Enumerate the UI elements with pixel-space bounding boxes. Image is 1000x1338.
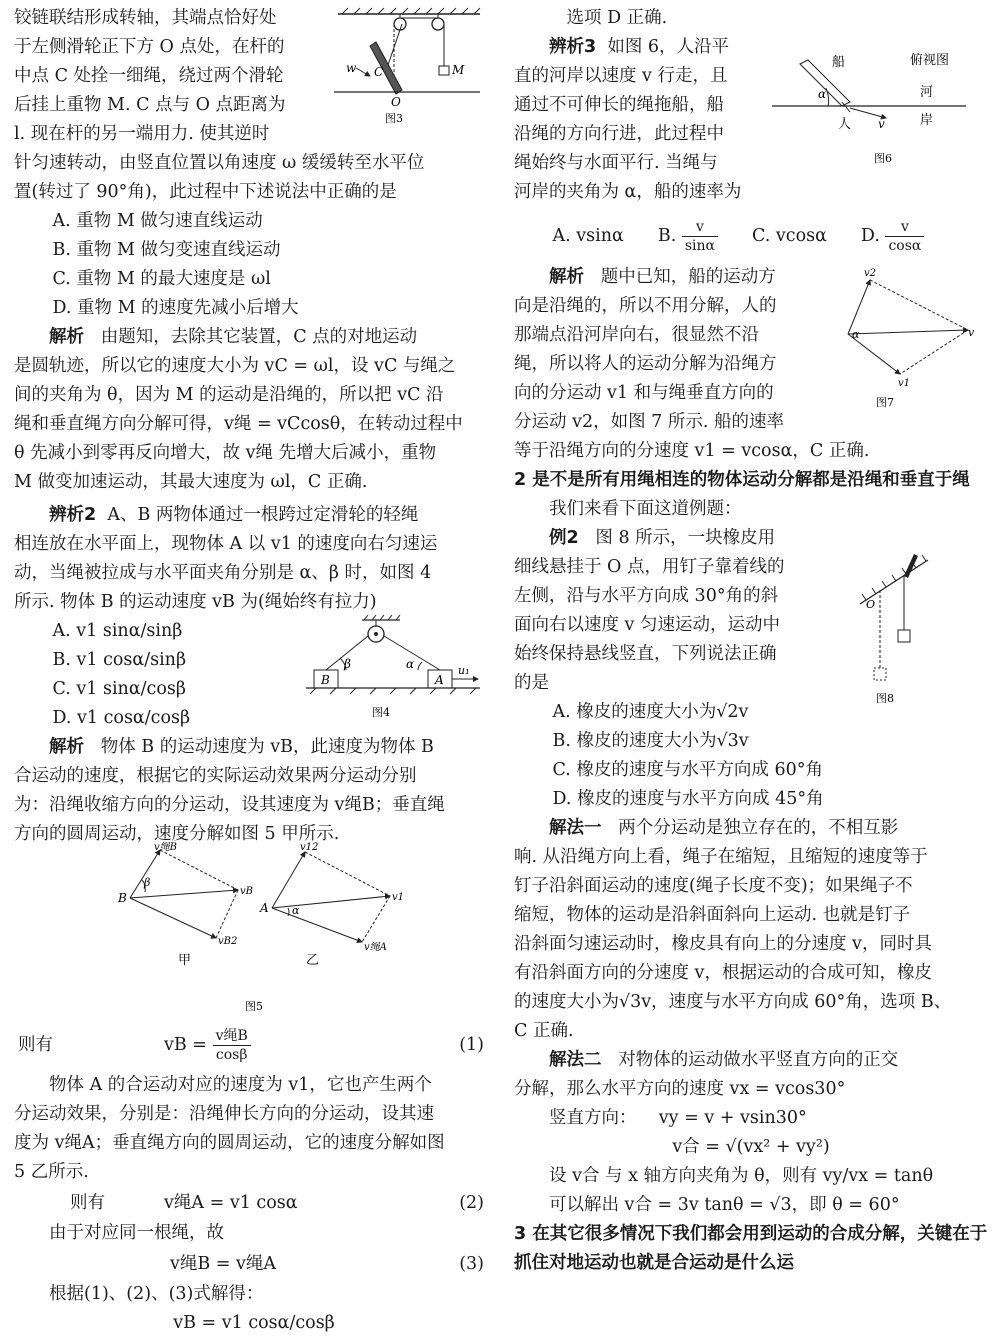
text-line: 间的夹角为 θ，因为 M 的运动是沿绳的，所以把 vC 沿 [14, 385, 444, 405]
text-line: 我们来看下面这道例题： [549, 499, 742, 519]
fig5-label-vb2: vB2 [218, 936, 238, 947]
text-line: 面向右以速度 v 匀速运动，运动中 [514, 615, 781, 635]
method1-block [514, 814, 988, 1046]
text-line: 5 乙所示. [14, 1162, 89, 1182]
analysis1-block [14, 323, 494, 497]
fig5-label-beta: β [144, 876, 151, 889]
text-line: 置(转过了 90°角)，此过程中下述说法中正确的是 [14, 182, 397, 202]
text-line: 动，当绳被拉成与水平面夹角分别是 α、β 时，如图 4 [14, 563, 432, 583]
fraction [213, 1027, 251, 1064]
text-line: A、B 两物体通过一根跨过定滑轮的轻绳 [107, 505, 419, 525]
option-a: A. v1 sinα/sinβ [52, 621, 183, 641]
fig4-label-alpha: α [406, 657, 415, 671]
text-line: C 正确. [514, 1021, 574, 1041]
option-d: D. 橡皮的速度与水平方向成 45°角 [552, 789, 824, 809]
figure-caption: 图4 [372, 706, 390, 719]
text-line: 直的河岸以速度 v 行走，且 [514, 66, 728, 86]
text-line: 的是 [514, 673, 549, 693]
text-line: 针匀速转动，由竖直位置以角速度 ω 缓缓转至水平位 [14, 153, 425, 173]
text-line: l. 现在杆的另一端用力. 使其逆时 [14, 124, 270, 144]
text-line: 绳，所以将人的运动分解为沿绳方 [514, 354, 777, 374]
denominator: sinα [684, 237, 715, 254]
text-line: 由题知，去除其它装置，C 点的对地运动 [100, 327, 418, 347]
text-line: 合运动的速度，根据它的实际运动效果两分运动分别 [14, 766, 417, 786]
text-line: 对物体的运动做水平竖直方向的正交 [618, 1050, 899, 1070]
text-line: 河岸的夹角为 α，船的速率为 [514, 182, 742, 202]
option-b: B. 橡皮的速度大小为√3v [552, 731, 749, 751]
figure-caption: 图7 [876, 396, 894, 409]
eq-body: v绳A = v1 cosα [164, 1193, 298, 1213]
option-a: A. 重物 M 做匀速直线运动 [52, 211, 263, 231]
figure-6 [770, 48, 990, 168]
fig6-label-v: v [878, 117, 885, 131]
fig7-label-alpha: α [852, 328, 860, 341]
option-c: C. 重物 M 的最大速度是 ωl [52, 269, 271, 289]
eq-body [164, 1027, 251, 1064]
fig5-label-v12: v12 [300, 842, 319, 853]
text-line: 选项 D 正确. [566, 8, 668, 28]
text-line: 缩短，物体的运动是沿斜面斜向上运动. 也就是钉子 [514, 905, 911, 925]
figure-5 [100, 838, 420, 1018]
text-line: 于左侧滑轮正下方 O 点处，在杆的 [14, 37, 285, 57]
text-line: 绳始终与水面平行. 当绳与 [514, 153, 718, 173]
text-line: 物体 B 的运动速度为 vB，此速度为物体 B [100, 737, 434, 757]
text-line: 后挂上重物 M. C 点与 O 点距离为 [14, 95, 286, 115]
text-line: 铰链联结形成转轴，其端点恰好处 [14, 8, 277, 28]
text-line: 中点 C 处拴一细绳，绕过两个滑轮 [14, 66, 284, 86]
text-line: 细线悬挂于 O 点，用钉子靠着线的 [514, 557, 785, 577]
fig6-label-top: 俯视图 [910, 53, 950, 68]
section-2-title: 2 是不是所有用绳相连的物体运动分解都是沿绳和垂直于绳 [514, 470, 970, 490]
equation-2 [14, 1187, 494, 1219]
method-keyword: 解法二 [549, 1050, 602, 1070]
text-line: 方向的圆周运动，速度分解如图 5 甲所示. [14, 824, 340, 844]
text-line: 图 8 所示，一块橡皮用 [595, 528, 776, 548]
section-3-title: 3 在其它很多情况下我们都会用到运动的合成分解，关键在于抓住对地运动也就是合运动是什么运 [514, 1224, 988, 1273]
analysis-keyword: 辨析2 [49, 505, 97, 525]
text-line: 设 v合 与 x 轴方向夹角为 θ，则有 vy/vx = tanθ [549, 1166, 934, 1186]
fig7-label-v2: v2 [864, 268, 877, 279]
eq-tag: (1) [459, 1035, 484, 1055]
fig5-sub-b: 乙 [306, 953, 320, 968]
text-line: 题中已知，船的运动方 [600, 267, 776, 287]
text-line: 通过不可伸长的绳拖船，船 [514, 95, 724, 115]
fig4-label-u: u₁ [458, 664, 470, 677]
denominator: cosα [888, 237, 922, 254]
fraction [885, 218, 924, 255]
option-d [861, 218, 924, 255]
option-letter: B. [657, 225, 677, 246]
example-keyword: 例2 [549, 528, 579, 548]
numerator: v绳B [213, 1027, 251, 1046]
fig4-label-a: A [435, 673, 444, 687]
figure-caption: 图3 [385, 112, 403, 124]
analysis-keyword: 解析 [549, 267, 584, 287]
text-line: 沿斜面匀速运动时，橡皮具有向上的分速度 v，同时具 [514, 934, 932, 954]
fig5-label-a: A [260, 901, 269, 915]
fig3-label-m: M [452, 63, 465, 77]
fig8-label-o: O [866, 598, 876, 611]
text-line: 相连放在水平面上，现物体 A 以 v1 的速度向右匀速运 [14, 534, 438, 554]
fraction [682, 218, 718, 255]
numerator: v [885, 218, 924, 237]
q4-options [514, 215, 988, 257]
text-line: 左侧，沿与水平方向成 30°角的斜 [514, 586, 779, 606]
text-line: 由于对应同一根绳，故 [49, 1223, 224, 1243]
analysis-keyword: 辨析3 [549, 37, 597, 57]
text-line: 物体 A 的合运动对应的速度为 v1，它也产生两个 [49, 1075, 432, 1095]
eq-body: v绳B = v绳A [170, 1254, 277, 1274]
text-line: 分运动 v2，如图 7 所示. 船的速率 [514, 412, 784, 432]
option-c: C. v1 sinα/cosβ [52, 679, 186, 699]
fig3-label-c: C [374, 65, 384, 79]
final-equation: vB = v1 cosα/cosβ [173, 1313, 335, 1333]
fig5-label-vb: vB [240, 886, 253, 897]
fig5-sub-a: 甲 [178, 953, 192, 968]
text-line: 向的分运动 v1 和与绳垂直方向的 [514, 383, 774, 403]
text-line: 可以解出 v合 = 3v tanθ = √3，即 θ = 60° [549, 1195, 900, 1215]
fig5-label-b: B [118, 891, 127, 905]
option-letter: D. [860, 225, 880, 246]
figure-caption: 图5 [245, 1000, 263, 1013]
option-a: A. vsinα [552, 225, 624, 246]
fig3-label-o: O [391, 95, 401, 109]
analysis-keyword: 解析 [49, 737, 84, 757]
option-b: B. v1 cosα/sinβ [52, 650, 187, 670]
equation-3 [14, 1248, 494, 1280]
figure-8 [846, 548, 956, 708]
analysis3-block [14, 733, 494, 849]
analysis-keyword: 解析 [49, 327, 84, 347]
text-line: 分运动效果，分别是：沿绳伸长方向的分运动，设其速 [14, 1104, 434, 1124]
eq-lead: 则有 [70, 1193, 105, 1213]
fig5-label-v1: v1 [392, 892, 405, 903]
text-line: 沿绳的方向行进，此过程中 [514, 124, 724, 144]
text-line: 响. 从沿绳方向上看，绳子在缩短，且缩短的速度等于 [514, 847, 928, 867]
eq-tag: (3) [459, 1254, 484, 1274]
fig5-label-alpha: α [292, 904, 300, 917]
numerator: v [682, 218, 718, 237]
figure-3 [330, 6, 495, 124]
text-line: 向是沿绳的，所以不用分解，人的 [514, 296, 777, 316]
eq-tag: (2) [459, 1193, 484, 1213]
option-c: C. vcosα [751, 225, 827, 246]
option-a: A. 橡皮的速度大小为√2v [552, 702, 749, 722]
fig4-label-b: B [321, 673, 330, 687]
option-d: D. v1 cosα/cosβ [52, 708, 191, 728]
denominator: cosβ [215, 1047, 248, 1063]
option-b: B. 重物 M 做匀变速直线运动 [52, 240, 281, 260]
eq-lead: 则有 [18, 1035, 53, 1055]
figure-7 [836, 264, 976, 414]
figure-4 [300, 614, 490, 720]
fig5-label-vrb: v绳B [154, 842, 177, 853]
text-line: 那端点沿河岸向右，很显然不沿 [514, 325, 759, 345]
fig7-label-v: v [968, 326, 975, 339]
fig3-label-w: w [346, 61, 357, 75]
eq-var: vB = [164, 1035, 207, 1055]
text-line: 绳和垂直绳方向分解可得，v绳 = vCcosθ，在转动过程中 [14, 414, 463, 434]
text-line: 是圆轨迹，所以它的速度大小为 vC = ωl，设 vC 与绳之 [14, 356, 456, 376]
fig6-label-river: 河 [920, 85, 934, 100]
text-line: 始终保持悬线竖直，下列说法正确 [514, 644, 777, 664]
fig6-label-boat: 船 [832, 55, 846, 70]
text-line: 为：沿绳收缩方向的分运动，设其速度为 v绳B；垂直绳 [14, 795, 445, 815]
text-line: 钉子沿斜面运动的速度(绳子长度不变)；如果绳子不 [514, 876, 913, 896]
option-d: D. 重物 M 的速度先减小后增大 [52, 298, 299, 318]
fig6-label-person: 人 [838, 117, 852, 132]
paragraph-a [14, 1071, 494, 1187]
fig7-label-v1: v1 [898, 378, 911, 389]
figure-caption: 图6 [874, 152, 892, 165]
text-line: θ 先减小到零再反向增大，故 v绳 先增大后减小，重物 [14, 443, 437, 463]
text-line: 有沿斜面方向的分速度 v，根据运动的合成可知，橡皮 [514, 963, 932, 983]
text-line: 的速度大小为√3v，速度与水平方向成 60°角，选项 B、 [514, 992, 952, 1012]
text-line: 根据(1)、(2)、(3)式解得： [49, 1284, 264, 1304]
equation: vy = v + vsin30° [658, 1108, 807, 1128]
text-line: M 做变加速运动，其最大速度为 ωl，C 正确. [14, 472, 368, 492]
text-line: 等于沿绳方向的分速度 v1 = vcosα，C 正确. [514, 441, 870, 461]
fig6-label-bank: 岸 [920, 113, 934, 128]
fig5-label-vra: v绳A [364, 942, 387, 953]
option-b [658, 218, 718, 255]
text-line: 如图 6，人沿平 [607, 37, 730, 57]
fig6-label-alpha: α [818, 87, 827, 101]
fig4-label-beta: β [344, 657, 351, 671]
text-line: 所示. 物体 B 的运动速度 vB 为(绳始终有拉力) [14, 592, 377, 612]
text-line: 分解，那么水平方向的速度 vx = vcos30° [514, 1079, 846, 1099]
equation-1 [14, 1025, 494, 1071]
text-line: 竖直方向： [549, 1108, 637, 1128]
method2-block [514, 1046, 988, 1220]
figure-caption: 图8 [876, 692, 894, 705]
option-c: C. 橡皮的速度与水平方向成 60°角 [552, 760, 823, 780]
text-line: 两个分运动是独立存在的，不相互影 [618, 818, 899, 838]
equation: v合 = √(vx² + vy²) [672, 1137, 830, 1157]
method-keyword: 解法一 [549, 818, 602, 838]
text-line: 度为 v绳A；垂直绳方向的圆周运动，它的速度分解如图 [14, 1133, 445, 1153]
